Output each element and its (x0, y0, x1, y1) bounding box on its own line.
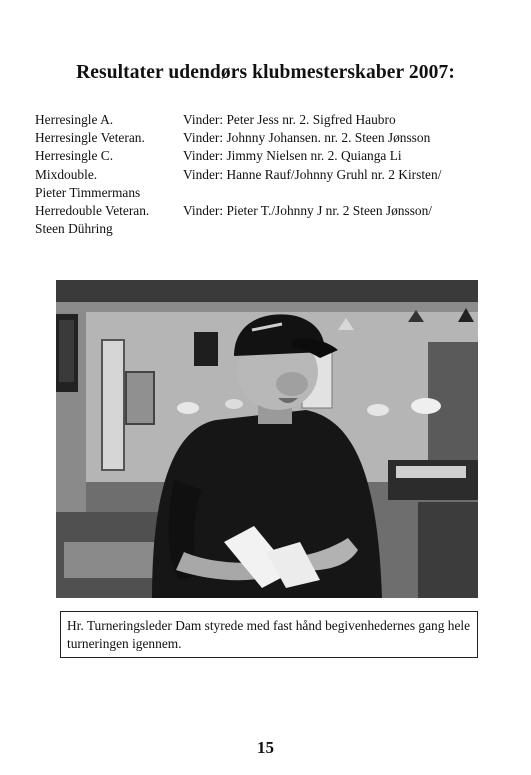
result-row (35, 147, 505, 165)
result-winner: Vinder: Jimmy Nielsen nr. 2. Quianga Li (183, 148, 402, 164)
result-winner: Vinder: Peter Jess nr. 2. Sigfred Haubro (183, 112, 396, 127)
page-number: 15 (257, 738, 274, 757)
result-category: Herredouble Veteran. (35, 203, 150, 219)
result-row (35, 111, 505, 129)
result-category: Herresingle Veteran. (35, 130, 145, 146)
results-list (35, 111, 505, 238)
result-row (35, 184, 505, 202)
result-row (35, 202, 505, 220)
result-row (35, 166, 505, 184)
result-winner: Vinder: Pieter T./Johnny J nr. 2 Steen Jønsson/ (183, 203, 433, 219)
result-row (35, 220, 505, 238)
tournament-photo (56, 280, 478, 598)
result-row (35, 129, 505, 147)
result-category: Herresingle A. (35, 112, 114, 127)
result-category: Mixdouble. (35, 166, 98, 182)
result-category: Pieter Timmermans (35, 184, 141, 200)
result-category: Herresingle C. (35, 148, 114, 164)
photo-caption: Hr. Turneringsleder Dam styrede med fast hånd begivenhedernes gang hele turneringen igennem. (60, 611, 478, 658)
result-winner: Vinder: Hanne Rauf/Johnny Gruhl nr. 2 Kirsten/ (183, 166, 442, 182)
page-title: Resultater udendørs klubmesterskaber 2007: (76, 62, 455, 83)
result-category: Steen Dühring (35, 221, 113, 237)
result-winner: Vinder: Johnny Johansen. nr. 2. Steen Jønsson (183, 130, 431, 146)
